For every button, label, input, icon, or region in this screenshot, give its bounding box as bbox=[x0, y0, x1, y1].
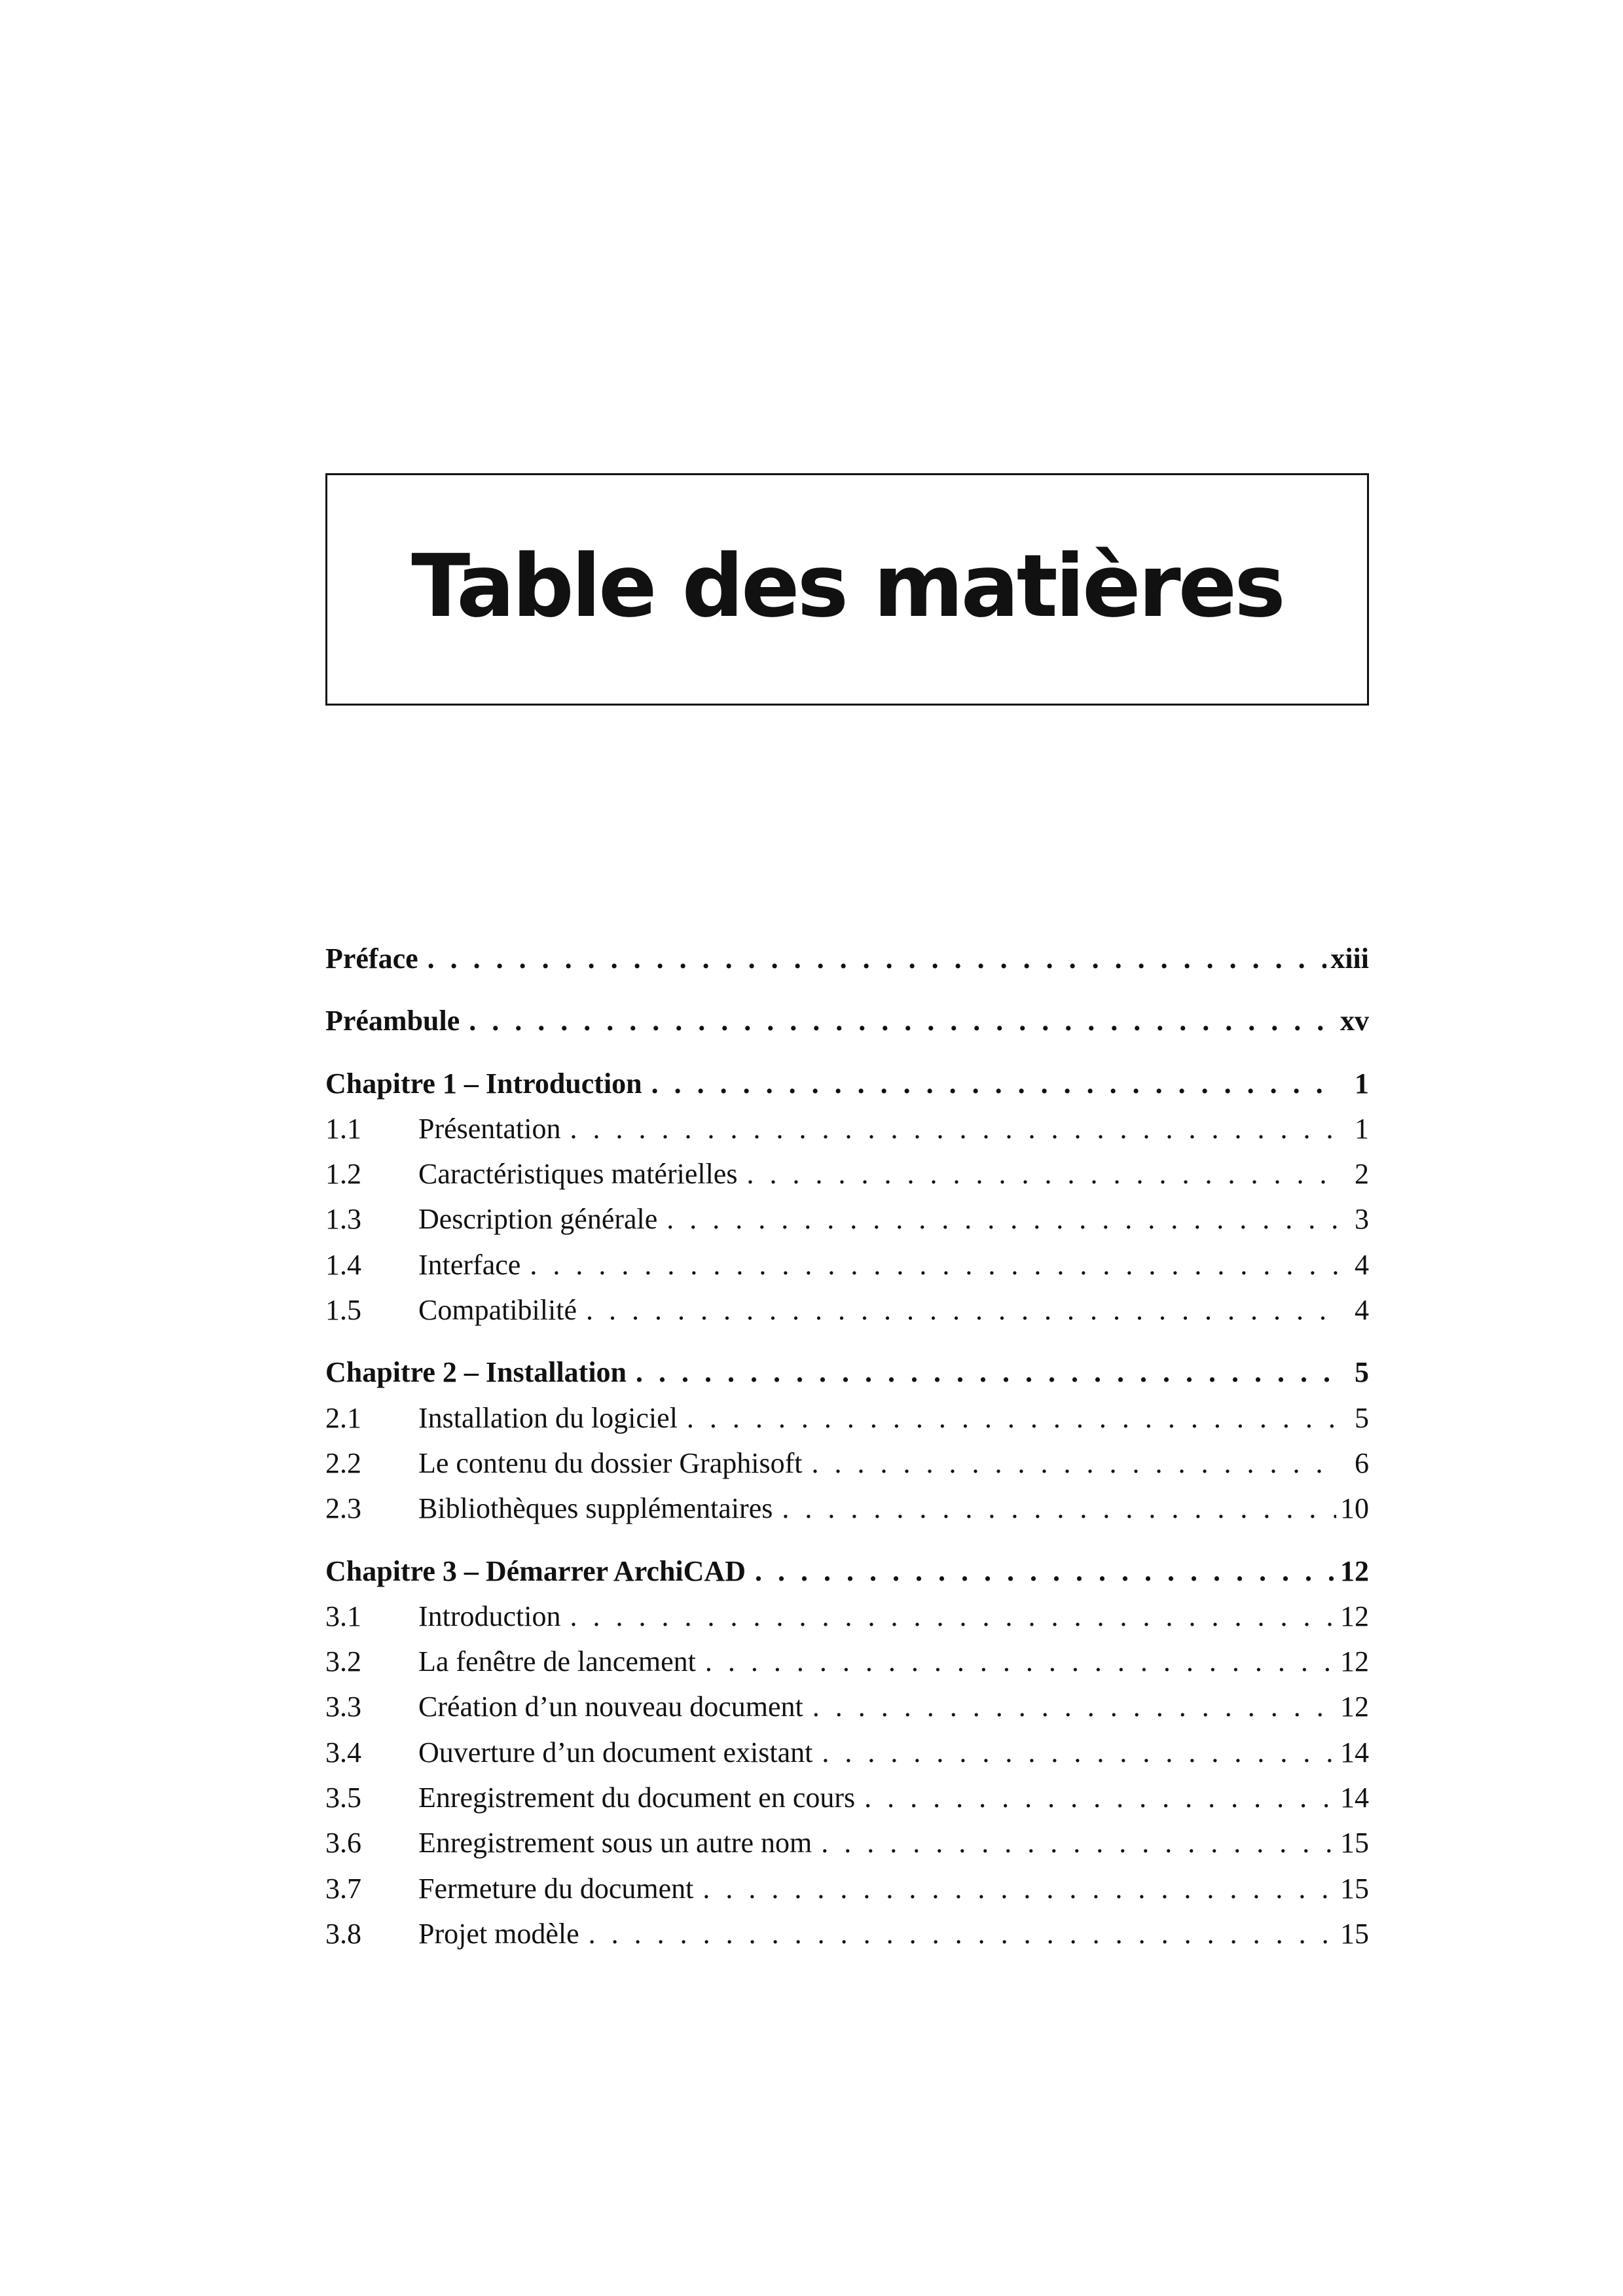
toc-entry-number: 3.8 bbox=[325, 1917, 361, 1950]
toc-entry-number: 3.7 bbox=[325, 1872, 361, 1905]
table-of-contents bbox=[325, 936, 1369, 1956]
toc-entry-label: Installation du logiciel bbox=[418, 1401, 678, 1434]
dot-leader bbox=[812, 1441, 1339, 1486]
toc-entry-1-2[interactable] bbox=[325, 1151, 1369, 1196]
toc-entry-page: 4 bbox=[1355, 1248, 1369, 1281]
toc-entry-number: 1.2 bbox=[325, 1158, 361, 1191]
dot-leader bbox=[666, 1196, 1339, 1242]
dot-leader bbox=[705, 1639, 1336, 1684]
dot-leader bbox=[651, 1061, 1339, 1106]
toc-entry-number: 2.3 bbox=[325, 1492, 361, 1525]
toc-entry-preambule[interactable] bbox=[325, 998, 1369, 1043]
toc-entry-number: 3.2 bbox=[325, 1645, 361, 1678]
toc-entry-3-8[interactable] bbox=[325, 1911, 1369, 1956]
toc-entry-preface[interactable] bbox=[325, 936, 1369, 981]
title-box bbox=[325, 473, 1369, 706]
toc-entry-label: Chapitre 1 – Introduction bbox=[325, 1067, 642, 1100]
toc-entry-page: 5 bbox=[1355, 1356, 1369, 1389]
toc-entry-page: 15 bbox=[1340, 1872, 1369, 1905]
dot-leader bbox=[821, 1820, 1336, 1865]
dot-leader bbox=[864, 1775, 1336, 1820]
toc-entry-number: 3.3 bbox=[325, 1691, 361, 1723]
toc-entry-label: Compatibilité bbox=[418, 1294, 577, 1327]
toc-entry-3-6[interactable] bbox=[325, 1820, 1369, 1865]
toc-entry-page: 10 bbox=[1340, 1492, 1369, 1525]
toc-entry-1-4[interactable] bbox=[325, 1242, 1369, 1287]
toc-entry-number: 2.2 bbox=[325, 1446, 361, 1479]
toc-entry-3-3[interactable] bbox=[325, 1684, 1369, 1729]
dot-leader bbox=[530, 1242, 1339, 1287]
dot-leader bbox=[746, 1151, 1339, 1196]
toc-entry-chapter-3[interactable] bbox=[325, 1549, 1369, 1594]
toc-entry-page: 14 bbox=[1340, 1736, 1369, 1768]
toc-entry-2-3[interactable] bbox=[325, 1486, 1369, 1531]
toc-entry-3-2[interactable] bbox=[325, 1639, 1369, 1684]
toc-entry-page: 3 bbox=[1355, 1203, 1369, 1236]
toc-entry-number: 1.4 bbox=[325, 1248, 361, 1281]
toc-entry-label: Enregistrement du document en cours bbox=[418, 1782, 856, 1814]
toc-entry-3-5[interactable] bbox=[325, 1775, 1369, 1820]
toc-entry-label: Présentation bbox=[418, 1112, 561, 1145]
toc-entry-page: 5 bbox=[1355, 1401, 1369, 1434]
toc-entry-page: 12 bbox=[1340, 1645, 1369, 1678]
toc-entry-label: Préambule bbox=[325, 1005, 460, 1037]
toc-entry-label: Le contenu du dossier Graphisoft bbox=[418, 1446, 803, 1479]
toc-entry-1-5[interactable] bbox=[325, 1287, 1369, 1333]
dot-leader bbox=[755, 1549, 1336, 1594]
toc-entry-2-1[interactable] bbox=[325, 1395, 1369, 1441]
toc-entry-3-7[interactable] bbox=[325, 1866, 1369, 1911]
toc-entry-label: Enregistrement sous un autre nom bbox=[418, 1827, 812, 1859]
toc-entry-label: Ouverture d’un document existant bbox=[418, 1736, 813, 1768]
toc-entry-page: 12 bbox=[1340, 1691, 1369, 1723]
toc-entry-page: 14 bbox=[1340, 1782, 1369, 1814]
toc-entry-label: Préface bbox=[325, 942, 418, 975]
toc-entry-number: 3.1 bbox=[325, 1600, 361, 1632]
dot-leader bbox=[469, 998, 1336, 1043]
toc-entry-number: 2.1 bbox=[325, 1401, 361, 1434]
toc-entry-page: 1 bbox=[1355, 1067, 1369, 1100]
toc-entry-page: 1 bbox=[1355, 1112, 1369, 1145]
toc-entry-3-1[interactable] bbox=[325, 1594, 1369, 1639]
toc-entry-number: 3.6 bbox=[325, 1827, 361, 1859]
dot-leader bbox=[687, 1395, 1339, 1441]
toc-entry-page: xiii bbox=[1330, 942, 1369, 975]
dot-leader bbox=[570, 1594, 1336, 1639]
dot-leader bbox=[589, 1911, 1336, 1956]
dot-leader bbox=[812, 1684, 1336, 1729]
toc-entry-1-3[interactable] bbox=[325, 1196, 1369, 1242]
toc-entry-number: 3.5 bbox=[325, 1782, 361, 1814]
page-title: Table des matières bbox=[411, 535, 1283, 637]
toc-entry-3-4[interactable] bbox=[325, 1730, 1369, 1775]
toc-entry-chapter-1[interactable] bbox=[325, 1061, 1369, 1106]
toc-entry-label: Chapitre 2 – Installation bbox=[325, 1356, 627, 1389]
toc-entry-number: 1.1 bbox=[325, 1112, 361, 1145]
toc-entry-page: 15 bbox=[1340, 1917, 1369, 1950]
dot-leader bbox=[636, 1350, 1339, 1395]
dot-leader bbox=[428, 936, 1327, 981]
toc-entry-label: Création d’un nouveau document bbox=[418, 1691, 803, 1723]
toc-entry-1-1[interactable] bbox=[325, 1106, 1369, 1151]
toc-entry-number: 1.3 bbox=[325, 1203, 361, 1236]
dot-leader bbox=[702, 1866, 1336, 1911]
toc-entry-label: Introduction bbox=[418, 1600, 561, 1632]
dot-leader bbox=[822, 1730, 1336, 1775]
toc-entry-page: 6 bbox=[1355, 1446, 1369, 1479]
toc-entry-page: 12 bbox=[1340, 1600, 1369, 1632]
toc-entry-page: xv bbox=[1340, 1005, 1369, 1037]
toc-entry-label: Description générale bbox=[418, 1203, 658, 1236]
toc-entry-label: Caractéristiques matérielles bbox=[418, 1158, 738, 1191]
dot-leader bbox=[570, 1106, 1339, 1151]
dot-leader bbox=[586, 1287, 1339, 1333]
toc-entry-number: 3.4 bbox=[325, 1736, 361, 1768]
toc-entry-page: 15 bbox=[1340, 1827, 1369, 1859]
toc-entry-page: 2 bbox=[1355, 1158, 1369, 1191]
toc-entry-page: 4 bbox=[1355, 1294, 1369, 1327]
toc-entry-label: La fenêtre de lancement bbox=[418, 1645, 696, 1678]
toc-entry-label: Chapitre 3 – Démarrer ArchiCAD bbox=[325, 1554, 746, 1587]
toc-entry-label: Interface bbox=[418, 1248, 521, 1281]
toc-entry-number: 1.5 bbox=[325, 1294, 361, 1327]
toc-entry-label: Bibliothèques supplémentaires bbox=[418, 1492, 773, 1525]
dot-leader bbox=[782, 1486, 1336, 1531]
toc-entry-2-2[interactable] bbox=[325, 1441, 1369, 1486]
toc-entry-chapter-2[interactable] bbox=[325, 1350, 1369, 1395]
toc-entry-label: Fermeture du document bbox=[418, 1872, 694, 1905]
toc-entry-page: 12 bbox=[1340, 1554, 1369, 1587]
toc-entry-label: Projet modèle bbox=[418, 1917, 579, 1950]
